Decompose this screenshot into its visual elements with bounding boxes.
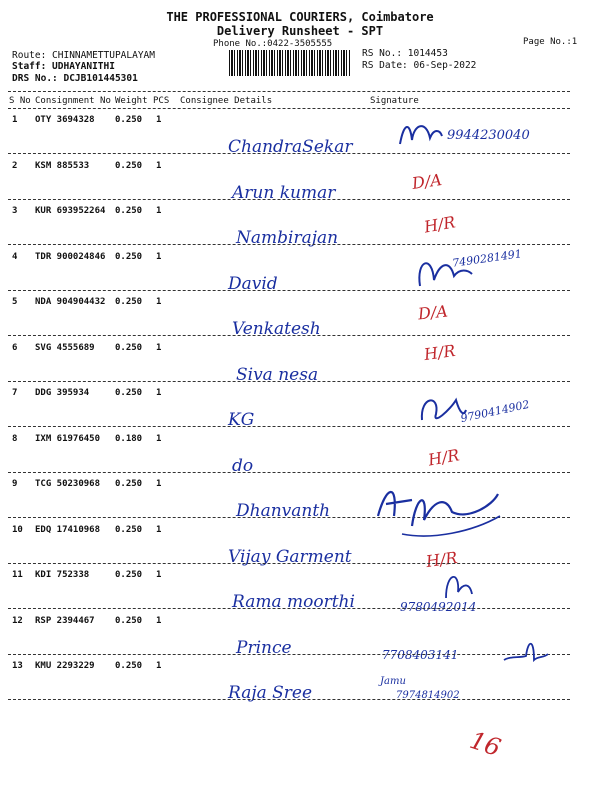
row-divider bbox=[8, 153, 570, 154]
row-pcs: 1 bbox=[156, 661, 162, 671]
row-consignment-no: IXM 61976450 bbox=[35, 433, 101, 444]
row-pcs: 1 bbox=[156, 479, 162, 489]
row-consignee-name: Siva nesa bbox=[236, 364, 319, 385]
row-weight: 0.250 bbox=[115, 297, 143, 307]
row-signature: H/R bbox=[422, 340, 457, 365]
row-consignee-name: Rama moorthi bbox=[232, 592, 355, 612]
row-signature: H/R bbox=[426, 445, 461, 470]
row-divider bbox=[8, 244, 570, 245]
row-consignee-name: Vijay Garment bbox=[228, 546, 352, 567]
row-weight: 0.250 bbox=[115, 524, 143, 535]
col-consignment: Consignment No bbox=[35, 96, 111, 106]
signature-scribble-4 bbox=[414, 250, 474, 295]
row-consignee-name: Arun kumar bbox=[232, 182, 336, 203]
row-divider bbox=[8, 426, 570, 427]
row-sno: 1 bbox=[12, 115, 18, 125]
row-weight: 0.250 bbox=[115, 251, 143, 262]
barcode bbox=[229, 50, 351, 76]
signature-scribble-12 bbox=[500, 630, 550, 670]
company-title: THE PROFESSIONAL COURIERS, Coimbatore bbox=[166, 10, 434, 24]
row-weight: 0.250 bbox=[115, 115, 143, 125]
row-signature: 9944230040 bbox=[447, 128, 530, 143]
row-divider bbox=[8, 335, 570, 336]
row-consignment-no: KUR 693952264 bbox=[35, 206, 106, 216]
row-pcs: 1 bbox=[156, 615, 162, 626]
page-number: Page No.:1 bbox=[523, 37, 578, 47]
route: Route: CHINNAMETTUPALAYAM bbox=[12, 50, 155, 61]
row-consignment-no: NDA 904904432 bbox=[35, 297, 106, 307]
phone-number: Phone No.:0422-3505555 bbox=[213, 39, 333, 49]
row-sno: 5 bbox=[12, 297, 18, 307]
row-weight: 0.250 bbox=[115, 570, 143, 580]
row-sno: 12 bbox=[12, 615, 23, 626]
row-signature: 9780492014 bbox=[400, 600, 477, 614]
header-top-rule bbox=[8, 91, 570, 92]
row-consignment-no: EDQ 17410968 bbox=[35, 524, 101, 535]
row-weight: 0.250 bbox=[115, 388, 143, 398]
row-sno: 2 bbox=[12, 160, 18, 171]
col-signature: Signature bbox=[370, 96, 419, 106]
row-sno: 6 bbox=[12, 342, 18, 353]
signature-name-13: Jamu bbox=[380, 676, 406, 687]
staff: Staff: UDHAYANITHI bbox=[12, 61, 115, 72]
row-divider bbox=[8, 699, 570, 700]
row-pcs: 1 bbox=[156, 115, 162, 125]
row-divider bbox=[8, 381, 570, 382]
row-sno: 7 bbox=[12, 388, 18, 398]
drs-number: DRS No.: DCJB101445301 bbox=[12, 73, 138, 84]
row-weight: 0.250 bbox=[115, 206, 143, 216]
signature-scribble-7 bbox=[416, 390, 466, 430]
row-signature: 7708403141 bbox=[382, 648, 459, 662]
row-consignment-no: TCG 50230968 bbox=[35, 479, 101, 489]
row-pcs: 1 bbox=[156, 251, 162, 262]
row-sno: 8 bbox=[12, 433, 18, 444]
runsheet-subtitle: Delivery Runsheet - SPT bbox=[216, 24, 384, 38]
row-sno: 3 bbox=[12, 206, 18, 216]
header-bottom-rule bbox=[8, 108, 570, 109]
row-divider bbox=[8, 199, 570, 200]
row-sno: 13 bbox=[12, 661, 23, 671]
row-divider bbox=[8, 654, 570, 655]
row-signature: 7974814902 bbox=[396, 690, 460, 701]
row-consignee-name: Raja Sree bbox=[228, 683, 313, 703]
rs-number: RS No.: 1014453 bbox=[362, 48, 448, 59]
row-weight: 0.250 bbox=[115, 661, 143, 671]
row-sno: 10 bbox=[12, 524, 23, 535]
row-divider bbox=[8, 563, 570, 564]
page-total-note: 16 bbox=[466, 725, 505, 763]
row-pcs: 1 bbox=[156, 524, 162, 535]
row-signature: D/A bbox=[417, 301, 449, 324]
row-consignee-name: Prince bbox=[236, 637, 292, 658]
row-consignee-name: Nambirajan bbox=[236, 228, 339, 248]
row-divider bbox=[8, 290, 570, 291]
row-weight: 0.180 bbox=[115, 433, 143, 444]
row-divider bbox=[8, 472, 570, 473]
signature-scribble-1 bbox=[396, 118, 446, 158]
row-sno: 11 bbox=[12, 570, 23, 580]
row-pcs: 1 bbox=[156, 160, 162, 171]
col-pcs: PCS bbox=[153, 96, 170, 106]
row-consignee-name: ChandraSekar bbox=[228, 137, 353, 157]
row-pcs: 1 bbox=[156, 206, 162, 216]
row-divider bbox=[8, 608, 570, 609]
row-pcs: 1 bbox=[156, 342, 162, 353]
row-consignment-no: OTY 3694328 bbox=[35, 115, 95, 125]
col-consignee: Consignee Details bbox=[180, 96, 273, 106]
row-consignment-no: KSM 885533 bbox=[35, 160, 90, 171]
row-signature: H/R bbox=[424, 547, 459, 572]
row-consignment-no: SVG 4555689 bbox=[35, 342, 95, 353]
row-signature: H/R bbox=[422, 212, 457, 237]
row-consignee-name: David bbox=[228, 273, 278, 294]
row-consignee-name: Dhanvanth bbox=[236, 501, 331, 521]
row-pcs: 1 bbox=[156, 433, 162, 444]
row-pcs: 1 bbox=[156, 297, 162, 307]
row-pcs: 1 bbox=[156, 388, 162, 398]
rs-date: RS Date: 06-Sep-2022 bbox=[362, 60, 477, 71]
row-consignment-no: TDR 900024846 bbox=[35, 251, 106, 262]
row-pcs: 1 bbox=[156, 570, 162, 580]
row-weight: 0.250 bbox=[115, 342, 143, 353]
row-signature: D/A bbox=[410, 170, 443, 193]
row-consignee-name: KG bbox=[228, 410, 255, 430]
row-sno: 4 bbox=[12, 251, 18, 262]
row-consignment-no: KMU 2293229 bbox=[35, 661, 95, 671]
row-signature: 9790414902 bbox=[459, 397, 531, 426]
signature-scribble-11 bbox=[440, 568, 476, 608]
row-consignment-no: RSP 2394467 bbox=[35, 615, 95, 626]
row-sno: 9 bbox=[12, 479, 18, 489]
row-consignment-no: DDG 395934 bbox=[35, 388, 90, 398]
row-consignee-name: Venkatesh bbox=[232, 319, 321, 339]
row-consignment-no: KDI 752338 bbox=[35, 570, 90, 580]
col-sno: S No bbox=[9, 96, 31, 106]
signature-scribble-9 bbox=[372, 476, 502, 546]
row-signature: 7490281491 bbox=[451, 247, 523, 270]
row-weight: 0.250 bbox=[115, 615, 143, 626]
col-weight: Weight bbox=[115, 96, 148, 106]
row-weight: 0.250 bbox=[115, 160, 143, 171]
row-weight: 0.250 bbox=[115, 479, 143, 489]
row-consignee-name: do bbox=[232, 455, 254, 476]
